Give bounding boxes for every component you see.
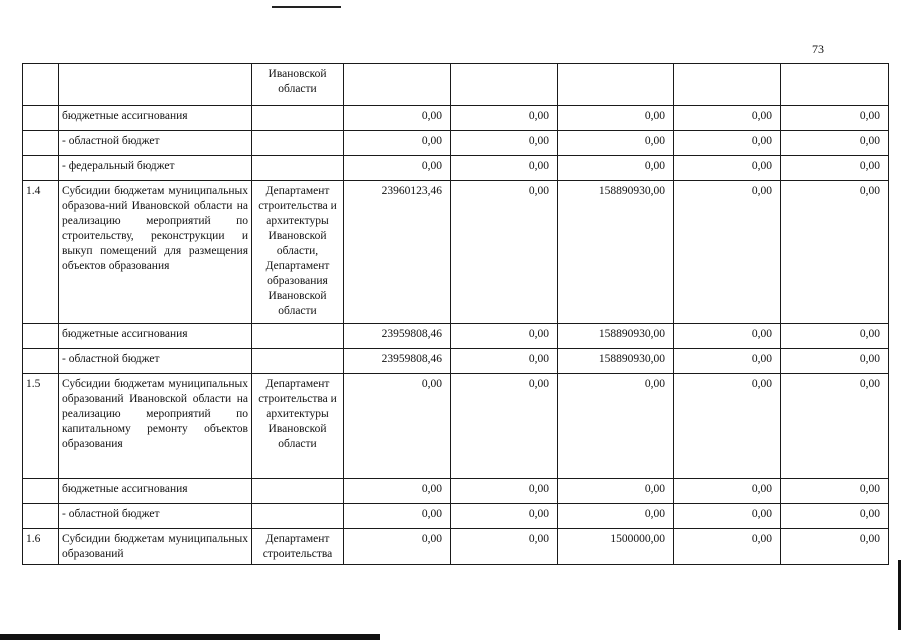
row-executor xyxy=(252,156,344,181)
scan-edge-right xyxy=(898,560,901,630)
table-row xyxy=(23,504,889,529)
header-rule xyxy=(272,6,341,8)
row-code xyxy=(23,131,59,156)
row-executor: Департамент строительства и архитектуры Ивановской области xyxy=(252,374,344,479)
row-code xyxy=(23,479,59,504)
value-cell-2: 0,00 xyxy=(451,106,558,131)
row-description xyxy=(59,64,252,106)
value-cell-4: 0,00 xyxy=(674,374,781,479)
value-cell-1: 0,00 xyxy=(344,529,451,565)
value-cell-3: 0,00 xyxy=(558,156,674,181)
value-cell-5: 0,00 xyxy=(781,504,889,529)
table-row xyxy=(23,64,889,106)
row-executor xyxy=(252,324,344,349)
page-number: 73 xyxy=(812,42,824,56)
row-description: - областной бюджет xyxy=(59,504,252,529)
row-description: бюджетные ассигнования xyxy=(59,479,252,504)
value-cell-1: 23959808,46 xyxy=(344,349,451,374)
value-cell-2 xyxy=(451,64,558,106)
value-cell-1: 0,00 xyxy=(344,479,451,504)
value-cell-2: 0,00 xyxy=(451,374,558,479)
table-row xyxy=(23,324,889,349)
row-code xyxy=(23,156,59,181)
value-cell-5: 0,00 xyxy=(781,529,889,565)
value-cell-1: 0,00 xyxy=(344,156,451,181)
row-executor xyxy=(252,131,344,156)
row-description: - областной бюджет xyxy=(59,131,252,156)
row-description: Субсидии бюджетам муниципальных образований xyxy=(59,529,252,565)
value-cell-2: 0,00 xyxy=(451,479,558,504)
row-code xyxy=(23,349,59,374)
row-executor xyxy=(252,479,344,504)
value-cell-2: 0,00 xyxy=(451,349,558,374)
value-cell-3: 0,00 xyxy=(558,374,674,479)
value-cell-2: 0,00 xyxy=(451,181,558,324)
table-row xyxy=(23,479,889,504)
value-cell-3: 0,00 xyxy=(558,131,674,156)
value-cell-4: 0,00 xyxy=(674,131,781,156)
value-cell-5: 0,00 xyxy=(781,324,889,349)
row-code: 1.5 xyxy=(23,374,59,479)
table-row xyxy=(23,131,889,156)
row-description: Субсидии бюджетам муниципальных образова-ний Ивановской области на реализацию мероприятий по строительству, реконструкции и выкуп помещений для размещения объектов образования xyxy=(59,181,252,324)
value-cell-4: 0,00 xyxy=(674,529,781,565)
value-cell-1: 23960123,46 xyxy=(344,181,451,324)
table-row xyxy=(23,156,889,181)
row-executor xyxy=(252,106,344,131)
value-cell-1: 0,00 xyxy=(344,374,451,479)
value-cell-4: 0,00 xyxy=(674,504,781,529)
value-cell-2: 0,00 xyxy=(451,156,558,181)
value-cell-4: 0,00 xyxy=(674,106,781,131)
row-code: 1.6 xyxy=(23,529,59,565)
value-cell-3: 0,00 xyxy=(558,504,674,529)
row-description: - областной бюджет xyxy=(59,349,252,374)
table-row xyxy=(23,106,889,131)
table-row xyxy=(23,349,889,374)
value-cell-5 xyxy=(781,64,889,106)
value-cell-5: 0,00 xyxy=(781,131,889,156)
value-cell-3: 158890930,00 xyxy=(558,181,674,324)
value-cell-4 xyxy=(674,64,781,106)
value-cell-2: 0,00 xyxy=(451,504,558,529)
value-cell-3: 158890930,00 xyxy=(558,349,674,374)
row-executor: Ивановской области xyxy=(252,64,344,106)
value-cell-1 xyxy=(344,64,451,106)
value-cell-1: 0,00 xyxy=(344,131,451,156)
row-description: Субсидии бюджетам муниципальных образований Ивановской области на реализацию мероприятий по капитальному ремонту объектов образования xyxy=(59,374,252,479)
value-cell-1: 23959808,46 xyxy=(344,324,451,349)
row-description: бюджетные ассигнования xyxy=(59,106,252,131)
value-cell-4: 0,00 xyxy=(674,181,781,324)
table-row xyxy=(23,374,889,479)
scan-edge-bottom xyxy=(0,634,380,640)
value-cell-1: 0,00 xyxy=(344,106,451,131)
row-description: бюджетные ассигнования xyxy=(59,324,252,349)
row-code xyxy=(23,64,59,106)
value-cell-3: 0,00 xyxy=(558,106,674,131)
value-cell-5: 0,00 xyxy=(781,181,889,324)
value-cell-1: 0,00 xyxy=(344,504,451,529)
row-code xyxy=(23,504,59,529)
value-cell-5: 0,00 xyxy=(781,349,889,374)
value-cell-2: 0,00 xyxy=(451,529,558,565)
row-code: 1.4 xyxy=(23,181,59,324)
table-row xyxy=(23,181,889,324)
row-description: - федеральный бюджет xyxy=(59,156,252,181)
row-code xyxy=(23,324,59,349)
value-cell-3: 0,00 xyxy=(558,479,674,504)
value-cell-5: 0,00 xyxy=(781,156,889,181)
row-executor xyxy=(252,349,344,374)
table-row xyxy=(23,529,889,565)
row-executor: Департамент строительства и архитектуры Ивановской области, Департамент образования Ивановской области xyxy=(252,181,344,324)
value-cell-2: 0,00 xyxy=(451,324,558,349)
value-cell-3: 158890930,00 xyxy=(558,324,674,349)
row-executor: Департамент строительства xyxy=(252,529,344,565)
value-cell-4: 0,00 xyxy=(674,349,781,374)
value-cell-5: 0,00 xyxy=(781,106,889,131)
value-cell-4: 0,00 xyxy=(674,324,781,349)
value-cell-4: 0,00 xyxy=(674,479,781,504)
row-executor xyxy=(252,504,344,529)
value-cell-5: 0,00 xyxy=(781,479,889,504)
value-cell-2: 0,00 xyxy=(451,131,558,156)
value-cell-3 xyxy=(558,64,674,106)
value-cell-5: 0,00 xyxy=(781,374,889,479)
value-cell-4: 0,00 xyxy=(674,156,781,181)
budget-table xyxy=(22,63,889,565)
row-code xyxy=(23,106,59,131)
value-cell-3: 1500000,00 xyxy=(558,529,674,565)
